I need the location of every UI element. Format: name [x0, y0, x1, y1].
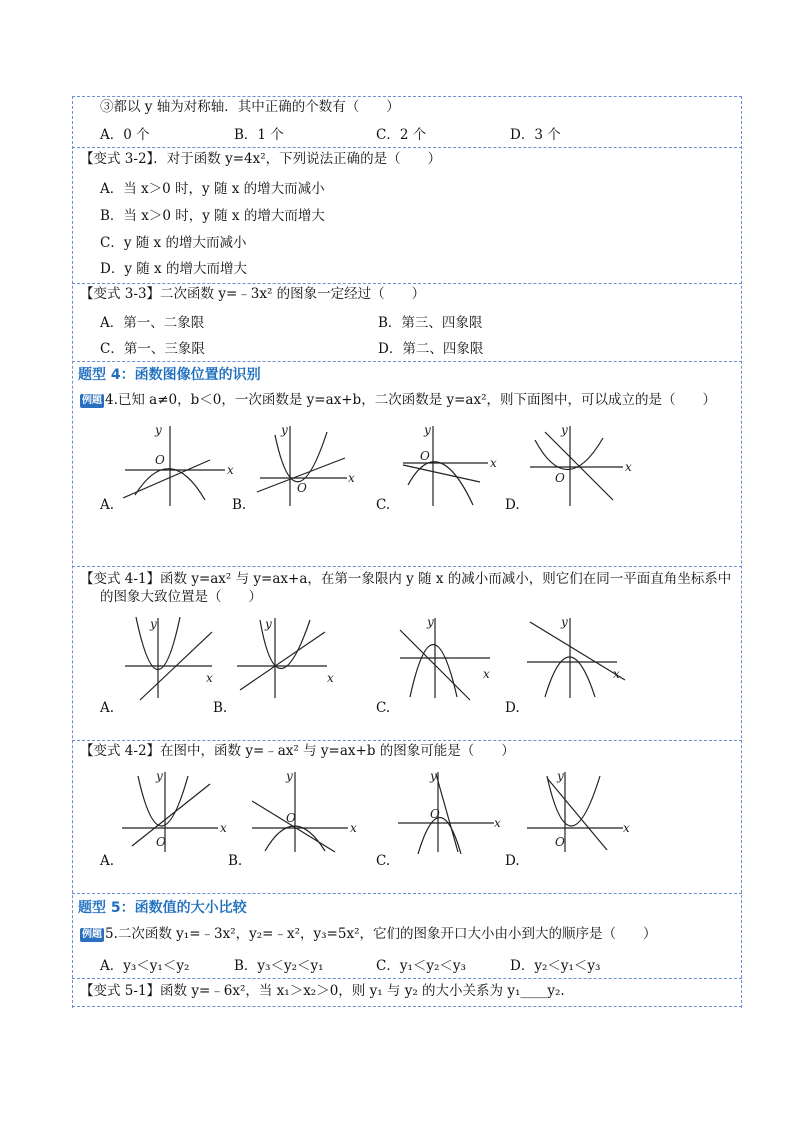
v4-2-graph-c	[396, 766, 506, 856]
ex4-graph-a	[115, 420, 235, 510]
separator	[72, 147, 742, 148]
axis-label-y: y	[430, 769, 437, 783]
v3-3-option-d[interactable]: D．第二、四象限	[378, 341, 484, 357]
ex4-graph-d	[525, 420, 645, 510]
axis-label-x: x	[220, 821, 227, 835]
origin-label: O	[297, 481, 307, 495]
v4-2-graph-a	[120, 766, 230, 856]
axis-label-x: x	[613, 667, 620, 681]
axis-label-y: y	[424, 423, 431, 437]
v3-3-option-a[interactable]: A．第一、二象限	[100, 315, 205, 331]
axis-label-x: x	[623, 821, 630, 835]
origin-label: O	[156, 835, 166, 849]
v4-1-graph-b	[235, 612, 345, 702]
axis-label-y: y	[561, 423, 568, 437]
separator	[72, 740, 742, 741]
q3-option-c[interactable]: C．2 个	[376, 127, 427, 143]
q3-statement-3: ③都以 y 轴为对称轴．其中正确的个数有（ ）	[100, 99, 400, 115]
axis-label-y: y	[281, 423, 288, 437]
separator	[72, 1006, 742, 1007]
v4-1-option-c[interactable]: C.	[376, 700, 391, 716]
v4-1-stem-line2: 的图象大致位置是（ ）	[100, 589, 262, 605]
separator	[72, 566, 742, 567]
v4-1-stem-line1: 【变式 4-1】函数 y=ax² 与 y=ax+a，在第一象限内 y 随 x 的减小而减小，则它们在同一平面直角坐标系中	[80, 571, 732, 587]
example-5-stem	[80, 925, 656, 943]
separator	[72, 283, 742, 284]
v4-2-graph-b	[250, 766, 360, 856]
v4-1-option-a[interactable]: A.	[100, 700, 115, 716]
v4-1-option-d[interactable]: D.	[505, 700, 520, 716]
v3-3-stem: 【变式 3-3】二次函数 y=﹣3x² 的图象一定经过（ ）	[80, 286, 426, 302]
origin-label: O	[430, 807, 440, 821]
ex4-option-b[interactable]: B.	[232, 497, 247, 513]
section-heading-4: 题型 4：函数图像位置的识别	[78, 367, 261, 383]
ex4-option-a[interactable]: A.	[100, 497, 115, 513]
axis-label-x: x	[206, 671, 213, 685]
v3-2-stem: 【变式 3-2】．对于函数 y=4x²，下列说法正确的是（ ）	[80, 151, 442, 167]
v4-2-option-c[interactable]: C.	[376, 853, 391, 869]
axis-label-y: y	[286, 769, 293, 783]
ex5-option-b[interactable]: B．y₃＜y₂＜y₁	[234, 958, 324, 974]
ex4-graph-c	[398, 420, 518, 510]
axis-label-y: y	[150, 617, 157, 631]
example-badge: 例题	[82, 929, 102, 940]
ex4-option-d[interactable]: D.	[505, 497, 520, 513]
separator	[72, 361, 742, 362]
origin-label: O	[286, 811, 296, 825]
axis-label-x: x	[348, 471, 355, 485]
v4-1-graph-a	[120, 612, 230, 702]
q3-option-d[interactable]: D．3 个	[510, 127, 561, 143]
axis-label-y: y	[427, 615, 434, 629]
v4-2-option-a[interactable]: A.	[100, 853, 115, 869]
axis-label-y: y	[557, 769, 564, 783]
v4-1-graph-c	[395, 612, 505, 702]
origin-label: O	[555, 835, 565, 849]
example-badge: 例题	[82, 395, 102, 406]
v3-2-option-b[interactable]: B．当 x＞0 时，y 随 x 的增大而增大	[100, 208, 325, 224]
axis-label-x: x	[483, 667, 490, 681]
separator	[72, 893, 742, 894]
origin-label: O	[420, 449, 430, 463]
axis-label-x: x	[625, 460, 632, 474]
v4-2-option-b[interactable]: B.	[228, 853, 243, 869]
ex4-option-c[interactable]: C.	[376, 497, 391, 513]
axis-label-x: x	[490, 456, 497, 470]
example-4-text: 4.已知 a≠0，b＜0，一次函数是 y=ax+b，二次函数是 y=ax²，则下面图中，可以成立的是（ ）	[105, 392, 716, 408]
separator	[72, 96, 742, 97]
v4-1-graph-d	[525, 612, 635, 702]
axis-label-y: y	[265, 617, 272, 631]
origin-label: O	[155, 453, 165, 467]
section-heading-5: 题型 5：函数值的大小比较	[78, 900, 247, 916]
ex5-option-c[interactable]: C．y₁＜y₂＜y₃	[376, 958, 466, 974]
axis-label-x: x	[327, 671, 334, 685]
axis-label-y: y	[155, 423, 162, 437]
v3-2-option-c[interactable]: C．y 随 x 的增大而减小	[100, 235, 247, 251]
origin-label: O	[555, 471, 565, 485]
ex4-graph-b	[255, 420, 375, 510]
axis-label-x: x	[227, 463, 234, 477]
axis-label-y: y	[561, 615, 568, 629]
v5-1-stem: 【变式 5-1】函数 y=﹣6x²，当 x₁＞x₂＞0，则 y₁ 与 y₂ 的大小关系为 y₁____y₂.	[80, 983, 565, 999]
axis-label-y: y	[156, 769, 163, 783]
v4-2-stem: 【变式 4-2】在图中，函数 y=﹣ax² 与 y=ax+b 的图象可能是（ ）	[80, 743, 515, 759]
q3-option-b[interactable]: B．1 个	[234, 127, 284, 143]
example-5-text: 5.二次函数 y₁=﹣3x²，y₂=﹣x²，y₃=5x²，它们的图象开口大小由小到大的顺序是（ ）	[105, 926, 657, 942]
v3-2-option-a[interactable]: A．当 x＞0 时，y 随 x 的增大而减小	[100, 181, 325, 197]
example-4-stem	[80, 391, 716, 409]
v3-3-option-b[interactable]: B．第三、四象限	[378, 315, 483, 331]
ex5-option-a[interactable]: A．y₃＜y₁＜y₂	[100, 958, 190, 974]
v4-2-graph-d	[525, 766, 635, 856]
v3-3-option-c[interactable]: C．第一、三象限	[100, 341, 205, 357]
v3-2-option-d[interactable]: D．y 随 x 的增大而增大	[100, 261, 247, 277]
v4-2-option-d[interactable]: D.	[505, 853, 520, 869]
v4-1-option-b[interactable]: B.	[213, 700, 228, 716]
q3-option-a[interactable]: A．0 个	[100, 127, 150, 143]
axis-label-x: x	[494, 816, 501, 830]
ex5-option-d[interactable]: D．y₂＜y₁＜y₃	[510, 958, 601, 974]
separator	[72, 978, 742, 979]
axis-label-x: x	[350, 821, 357, 835]
